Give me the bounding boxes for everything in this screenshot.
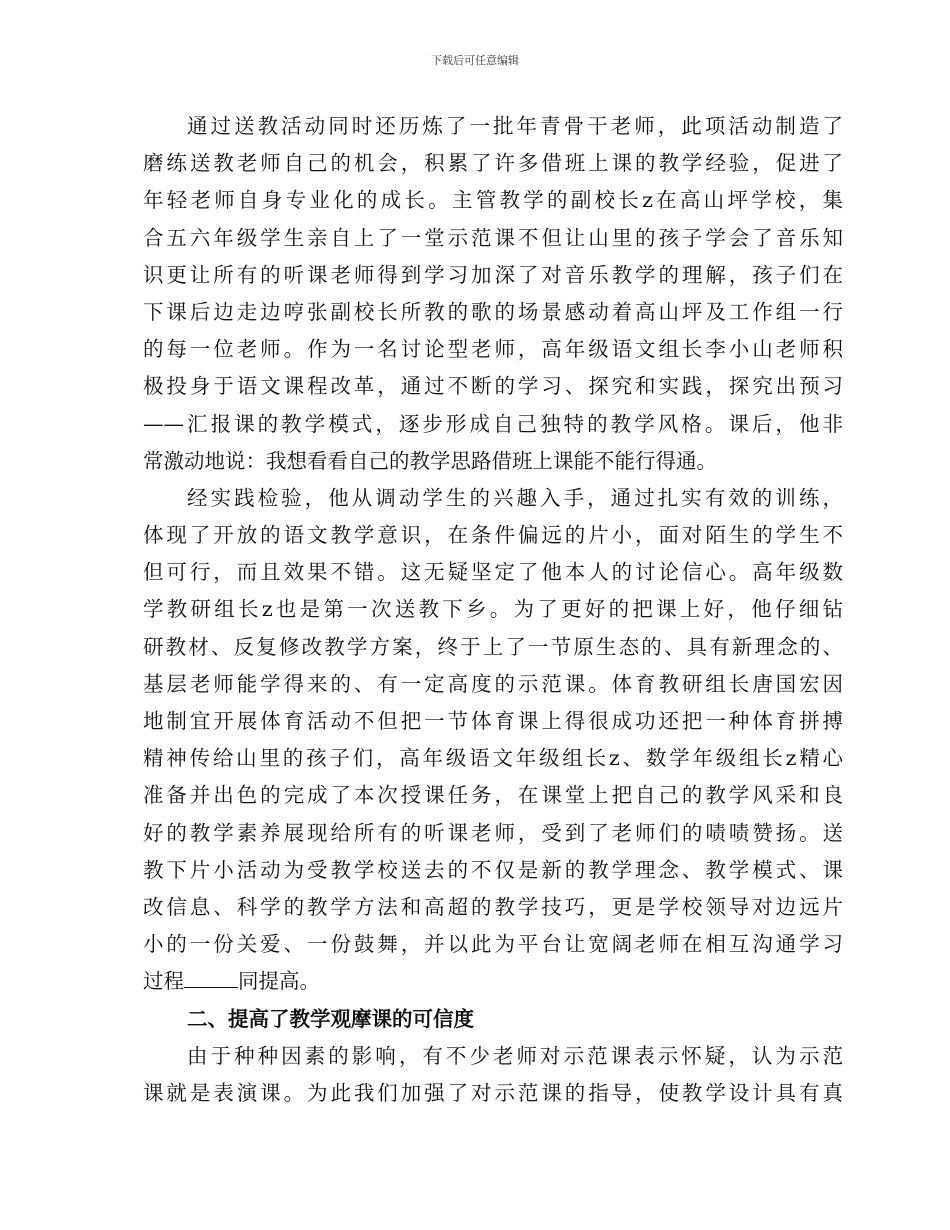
section-heading: 二、提高了教学观摩课的可信度 — [187, 1006, 474, 1031]
paragraph-2-line: 但可行，而且效果不错。这无疑坚定了他本人的讨论信心。高年级数 — [143, 560, 843, 585]
paragraph-2-line: 改信息、科学的教学方法和高超的教学技巧，更是学校领导对边远片 — [143, 894, 843, 919]
document-body — [143, 108, 843, 1112]
paragraph-1-line: 下课后边走边哼张副校长所教的歌的场景感动着高山坪及工作组一行 — [143, 299, 843, 324]
paragraph-1-line: 合五六年级学生亲自上了一堂示范课不但让山里的孩子学会了音乐知 — [143, 225, 843, 250]
paragraph-1-line: 极投身于语文课程改革，通过不断的学习、探究和实践，探究出预习 — [143, 374, 843, 399]
blank-underline — [184, 967, 238, 988]
paragraph-2-line: 精神传给山里的孩子们，高年级语文年级组长z、数学年级组长z精心 — [143, 746, 843, 771]
paragraph-1-line: ——汇报课的教学模式，逐步形成自己独特的教学风格。课后，他非 — [143, 411, 843, 436]
paragraph-2-line: 准备并出色的完成了本次授课任务，在课堂上把自己的教学风采和良 — [143, 783, 843, 808]
paragraph-2-last-text-before: 过程 — [143, 969, 184, 994]
paragraph-3-line: 由于种种因素的影响，有不少老师对示范课表示怀疑，认为示范 — [187, 1043, 843, 1068]
paragraph-1-line: 常激动地说：我想看看自己的教学思路借班上课能不能行得通。 — [143, 448, 717, 473]
page-header: 下载后可任意编辑 — [431, 54, 519, 67]
paragraph-1-line: 年轻老师自身专业化的成长。主管教学的副校长z在高山坪学校，集 — [143, 188, 843, 213]
paragraph-2-last-text-after: 同提高。 — [238, 969, 320, 994]
paragraph-2-line: 基层老师能学得来的、有一定高度的示范课。体育教研组长唐国宏因 — [143, 671, 843, 696]
paragraph-2-line: 教下片小活动为受教学校送去的不仅是新的教学理念、教学模式、课 — [143, 857, 843, 882]
paragraph-1-line: 通过送教活动同时还历炼了一批年青骨干老师，此项活动制造了 — [187, 114, 843, 138]
paragraph-2-line: 小的一份关爱、一份鼓舞，并以此为平台让宽阔老师在相互沟通学习 — [143, 932, 843, 957]
paragraph-2-line: 研教材、反复修改教学方案，终于上了一节原生态的、具有新理念的、 — [143, 634, 843, 659]
paragraph-1-line: 识更让所有的听课老师得到学习加深了对音乐教学的理解，孩子们在 — [143, 262, 843, 287]
paragraph-2-line: 体现了开放的语文教学意识，在条件偏远的片小，面对陌生的学生不 — [143, 523, 843, 548]
paragraph-2-line: 地制宜开展体育活动不但把一节体育课上得很成功还把一种体育拼搏 — [143, 709, 843, 733]
paragraph-1-line: 的每一位老师。作为一名讨论型老师，高年级语文组长李小山老师积 — [143, 337, 843, 362]
paragraph-3-line: 课就是表演课。为此我们加强了对示范课的指导，使教学设计具有真 — [143, 1080, 843, 1105]
paragraph-2-last-line — [143, 963, 843, 1000]
paragraph-1-line: 磨练送教老师自己的机会，积累了许多借班上课的教学经验，促进了 — [143, 151, 843, 176]
paragraph-2-line: 经实践检验，他从调动学生的兴趣入手，通过扎实有效的训练， — [187, 485, 843, 510]
paragraph-2-line: 学教研组长z也是第一次送教下乡。为了更好的把课上好，他仔细钻 — [143, 597, 843, 622]
paragraph-2-line: 好的教学素养展现给所有的听课老师，受到了老师们的啧啧赞扬。送 — [143, 820, 843, 845]
